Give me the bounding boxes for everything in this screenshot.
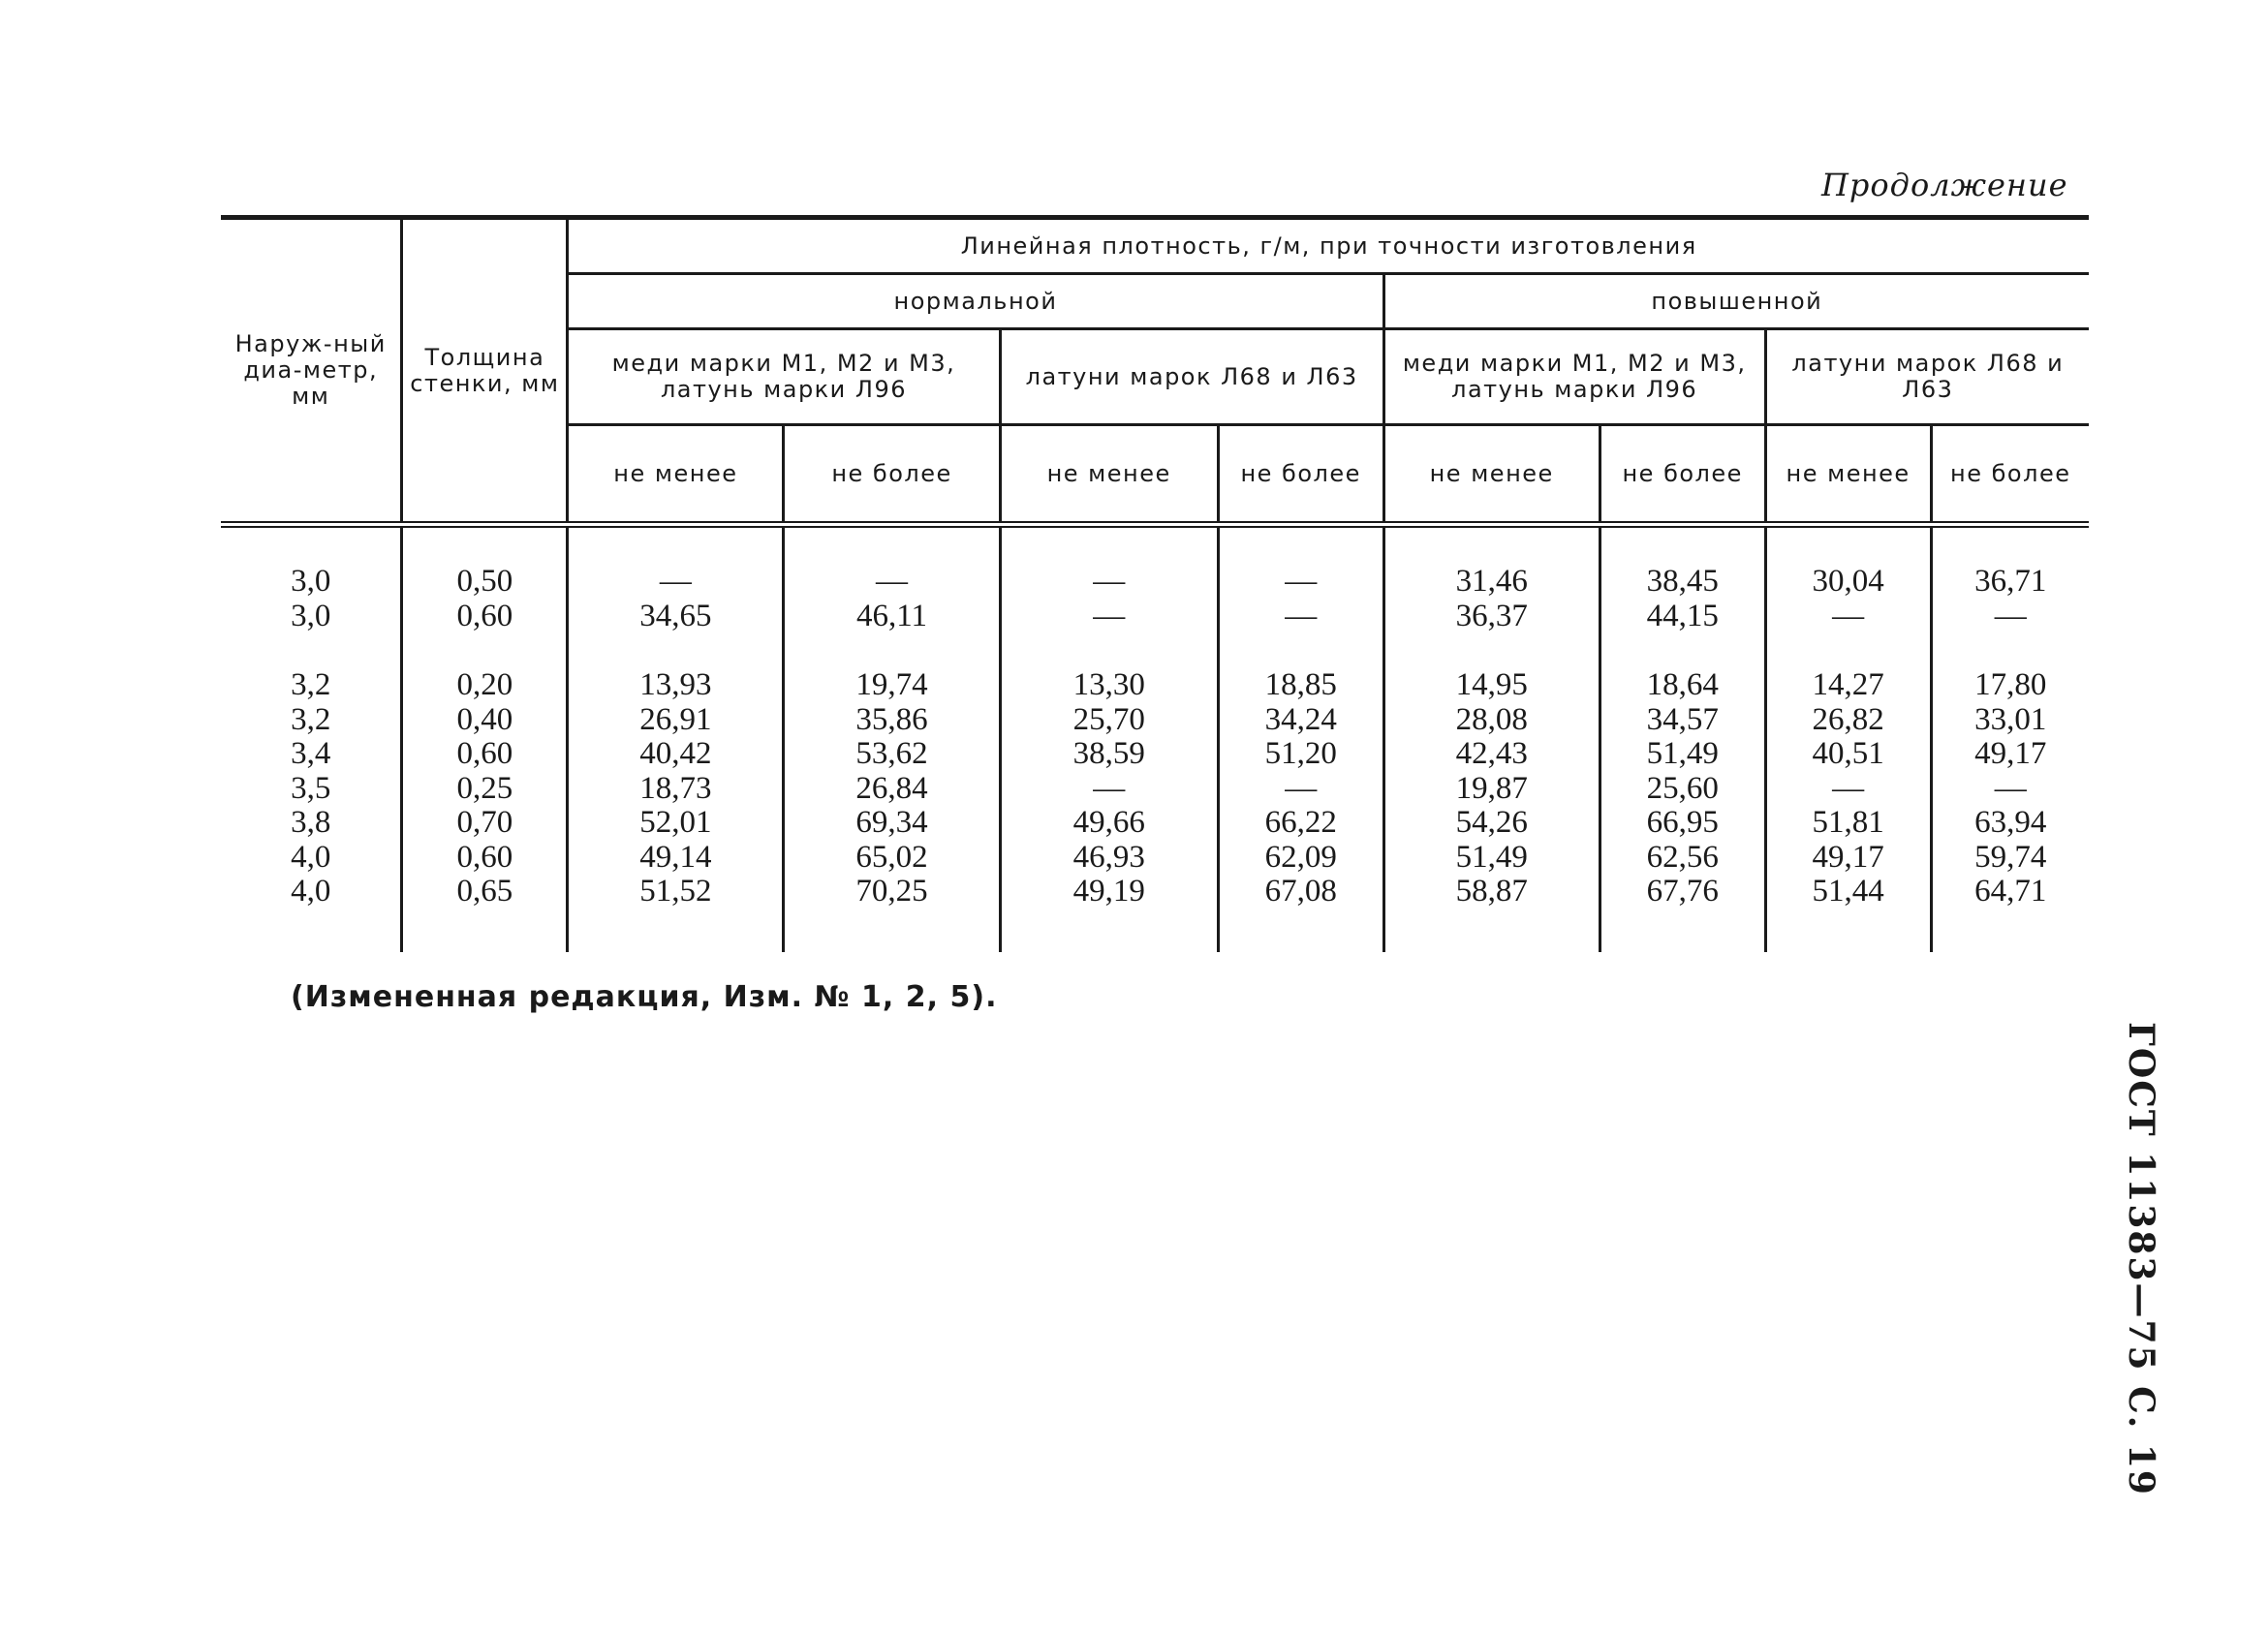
table-cell: 3,4 [291, 736, 331, 771]
table-cell: 46,11 [784, 600, 1000, 634]
table-cell: 34,65 [568, 600, 784, 634]
header-wall-thickness: Толщина стенки, мм [402, 218, 568, 525]
spacer-cell [784, 909, 1000, 952]
spacer-cell [568, 633, 784, 668]
spacer-cell [784, 525, 1000, 566]
spacer-cell [1000, 525, 1218, 566]
table-cell: 0,20 [402, 668, 568, 703]
table-cell: 51,44 [1765, 875, 1931, 909]
spacer-cell [221, 633, 402, 668]
table-cell: 3,0 [291, 598, 331, 633]
table-cell: 66,22 [1218, 806, 1383, 841]
table-cell: 0,60 [402, 841, 568, 876]
table-cell: 0,40 [402, 703, 568, 738]
table-cell: 46,93 [1000, 841, 1218, 876]
table-cell: 13,30 [1000, 668, 1218, 703]
table-cell: 49,14 [568, 841, 784, 876]
spacer-cell [1931, 633, 2089, 668]
table-cell: — [1000, 600, 1218, 634]
table-cell: 26,84 [784, 772, 1000, 807]
table-cell: 42,43 [1383, 737, 1600, 772]
table-cell: 54,26 [1383, 806, 1600, 841]
table-cell: 0,60 [402, 600, 568, 634]
spacer-cell [1600, 909, 1765, 952]
table-cell: 64,71 [1931, 875, 2089, 909]
table-cell: 67,76 [1600, 875, 1765, 909]
header-min: не менее [1383, 425, 1600, 525]
spacer-cell [1218, 525, 1383, 566]
table-cell: 26,82 [1765, 703, 1931, 738]
table-row [221, 600, 2089, 634]
spacer-cell [402, 525, 568, 566]
table-cell: 67,08 [1218, 875, 1383, 909]
header-max: не более [1218, 425, 1383, 525]
table-cell: 4,0 [291, 874, 331, 909]
table-cell: 70,25 [784, 875, 1000, 909]
table-cell: 34,24 [1218, 703, 1383, 738]
spacer-cell [568, 525, 784, 566]
table-cell: 49,66 [1000, 806, 1218, 841]
table-cell: — [784, 565, 1000, 600]
table-cell: 14,27 [1765, 668, 1931, 703]
table-cell: 3,5 [291, 770, 331, 806]
spacer-cell [1931, 525, 2089, 566]
header-brass-normal: латуни марок Л68 и Л63 [1000, 329, 1383, 425]
table-row [221, 806, 2089, 841]
spacer-cell [1765, 525, 1931, 566]
table-cell: — [1931, 600, 2089, 634]
spacer-cell [1383, 525, 1600, 566]
table-cell: 44,15 [1600, 600, 1765, 634]
spacer-cell [1383, 909, 1600, 952]
table-cell: 51,52 [568, 875, 784, 909]
table-cell: 3,8 [291, 805, 331, 840]
table-cell: 4,0 [291, 839, 331, 875]
table-cell: 13,93 [568, 668, 784, 703]
continuation-label: Продолжение [1821, 167, 2068, 203]
table-cell: 18,64 [1600, 668, 1765, 703]
spacer-cell [221, 525, 402, 566]
table-cell: 28,08 [1383, 703, 1600, 738]
header-copper-normal: меди марки М1, М2 и М3, латунь марки Л96 [568, 329, 1000, 425]
header-copper-increased: меди марки М1, М2 и М3, латунь марки Л96 [1383, 329, 1765, 425]
table-cell: 40,42 [568, 737, 784, 772]
table-cell: 18,73 [568, 772, 784, 807]
table-cell: 69,34 [784, 806, 1000, 841]
table-cell: 58,87 [1383, 875, 1600, 909]
header-min: не менее [1765, 425, 1931, 525]
table-row [221, 875, 2089, 909]
revision-note: (Измененная редакция, Изм. № 1, 2, 5). [291, 980, 998, 1014]
table-row [221, 565, 2089, 600]
table-cell: 17,80 [1931, 668, 2089, 703]
table-cell: 26,91 [568, 703, 784, 738]
spacer-cell [1000, 633, 1218, 668]
table-cell: 30,04 [1765, 565, 1931, 600]
table-cell: — [1000, 565, 1218, 600]
table-cell: 25,70 [1000, 703, 1218, 738]
table-row [221, 703, 2089, 738]
table-cell: 62,56 [1600, 841, 1765, 876]
spacer-cell [221, 909, 402, 952]
spacer-cell [1600, 633, 1765, 668]
header-accuracy-normal: нормальной [568, 274, 1383, 329]
table-cell: 59,74 [1931, 841, 2089, 876]
table-row [221, 772, 2089, 807]
table-cell: 3,0 [291, 564, 331, 599]
table-cell: 51,20 [1218, 737, 1383, 772]
spacer-cell [1931, 909, 2089, 952]
header-brass-increased: латуни марок Л68 и Л63 [1765, 329, 2089, 425]
table-cell: 0,50 [402, 565, 568, 600]
table-cell: 14,95 [1383, 668, 1600, 703]
table-cell: 38,45 [1600, 565, 1765, 600]
table-cell: 33,01 [1931, 703, 2089, 738]
table-cell: — [1218, 565, 1383, 600]
header-min: не менее [1000, 425, 1218, 525]
table-cell: 40,51 [1765, 737, 1931, 772]
table-cell: 51,81 [1765, 806, 1931, 841]
header-max: не более [784, 425, 1000, 525]
table-row [221, 841, 2089, 876]
table-cell: 66,95 [1600, 806, 1765, 841]
table-cell: 36,71 [1931, 565, 2089, 600]
table-cell: 3,2 [291, 667, 331, 702]
table-cell: 3,2 [291, 701, 331, 737]
table-row [221, 737, 2089, 772]
table-row [221, 668, 2089, 703]
spacer-cell [784, 633, 1000, 668]
spacer-cell [1765, 633, 1931, 668]
header-min: не менее [568, 425, 784, 525]
table-cell: 19,74 [784, 668, 1000, 703]
header-accuracy-increased: повышенной [1383, 274, 2089, 329]
table-cell: — [1765, 600, 1931, 634]
table-cell: 18,85 [1218, 668, 1383, 703]
table-cell: 49,17 [1931, 737, 2089, 772]
table-cell: 49,17 [1765, 841, 1931, 876]
table-cell: 53,62 [784, 737, 1000, 772]
table-cell: 0,70 [402, 806, 568, 841]
spacer-cell [1218, 909, 1383, 952]
table-cell: 0,25 [402, 772, 568, 807]
table-cell: 51,49 [1600, 737, 1765, 772]
header-outer-diameter: Наруж-ный диа-метр, мм [221, 218, 402, 525]
table-cell: 38,59 [1000, 737, 1218, 772]
spacer-cell [1765, 909, 1931, 952]
spacer-row [221, 909, 2089, 952]
header-linear-density: Линейная плотность, г/м, при точности изготовления [568, 218, 2089, 274]
table-cell: — [1765, 772, 1931, 807]
standard-page-label: ГОСТ 11383—75 С. 19 [2121, 1022, 2161, 1496]
spacer-cell [402, 633, 568, 668]
table-cell: 0,65 [402, 875, 568, 909]
spacer-cell [1383, 633, 1600, 668]
table-cell: 49,19 [1000, 875, 1218, 909]
table-cell: 19,87 [1383, 772, 1600, 807]
spacer-row [221, 633, 2089, 668]
table-cell: 52,01 [568, 806, 784, 841]
table-cell: 25,60 [1600, 772, 1765, 807]
table-cell: — [1931, 772, 2089, 807]
spacer-row [221, 525, 2089, 566]
table-cell: 31,46 [1383, 565, 1600, 600]
table-cell: 34,57 [1600, 703, 1765, 738]
table-cell: 51,49 [1383, 841, 1600, 876]
table-cell: 35,86 [784, 703, 1000, 738]
table-cell: 36,37 [1383, 600, 1600, 634]
spacer-cell [1000, 909, 1218, 952]
spacer-cell [1218, 633, 1383, 668]
table-cell: — [1218, 600, 1383, 634]
spacer-cell [1600, 525, 1765, 566]
spacer-cell [568, 909, 784, 952]
spacer-cell [402, 909, 568, 952]
table-cell: — [1000, 772, 1218, 807]
header-max: не более [1600, 425, 1765, 525]
table-cell: 0,60 [402, 737, 568, 772]
table-cell: 65,02 [784, 841, 1000, 876]
header-max: не более [1931, 425, 2089, 525]
table-cell: 63,94 [1931, 806, 2089, 841]
table-header [221, 218, 2089, 525]
table-cell: 62,09 [1218, 841, 1383, 876]
linear-density-table [221, 215, 2089, 952]
table-cell: — [568, 565, 784, 600]
table-body [221, 525, 2089, 952]
table-cell: — [1218, 772, 1383, 807]
